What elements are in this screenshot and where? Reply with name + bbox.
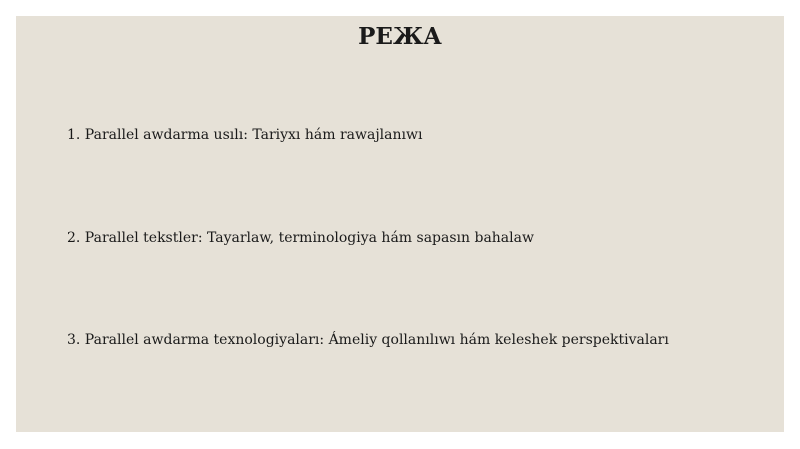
slide-title: РЕЖА (358, 23, 442, 50)
plan-item-1: 1. Parallel awdarma usılı: Tariyxı hám rawajlanıwı (67, 127, 423, 143)
plan-item-3: 3. Parallel awdarma texnologiyaları: Ámeliy qollanılıwı hám keleshek perspektivaları (67, 332, 669, 348)
plan-item-2: 2. Parallel tekstler: Tayarlaw, terminologiya hám sapasın bahalaw (67, 230, 534, 246)
slide (16, 16, 784, 432)
